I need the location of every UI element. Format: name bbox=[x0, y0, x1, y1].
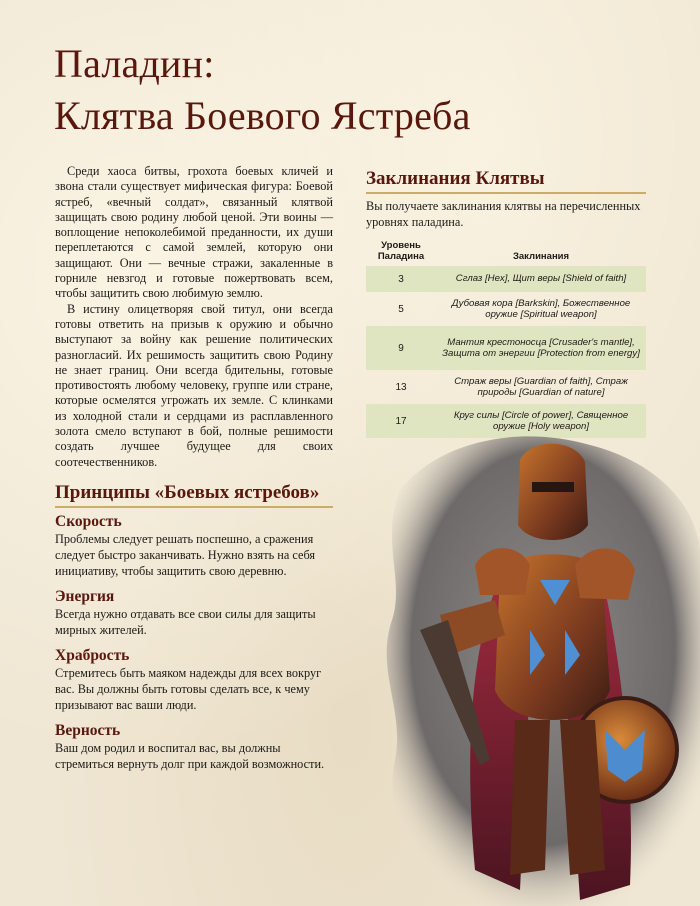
row-level: 17 bbox=[366, 404, 436, 438]
tenet-name: Верность bbox=[55, 721, 121, 739]
tenet-text: Проблемы следует решать поспешно, а сражения следует быстро заканчивать. Нужно взять на себя инициативу, чтобы защитить свою деревню. bbox=[55, 531, 316, 578]
col-header-spells: Заклинания bbox=[512, 251, 570, 262]
tenet-text: Всегда нужно отдавать все свои силы для защиты мирных жителей. bbox=[55, 606, 316, 637]
right-column bbox=[366, 168, 646, 438]
title-line-1: Паладин: bbox=[54, 41, 215, 86]
tenet-name: Храбрость bbox=[55, 646, 130, 664]
page-title bbox=[54, 38, 471, 142]
section-rule bbox=[55, 506, 333, 508]
row-level: 13 bbox=[395, 381, 407, 393]
paladin-illustration bbox=[380, 430, 700, 906]
tenet-text: Ваш дом родил и воспитал вас, вы должны стремиться вернуть долг при каждой возможности. bbox=[55, 740, 325, 771]
row-spells: Мантия крестоносца [Crusader's mantle], Защита от энергии [Protection from energy] bbox=[436, 326, 646, 370]
tenets-heading: Принципы «Боевых ястребов» bbox=[55, 481, 320, 503]
visor bbox=[532, 482, 574, 492]
table-row bbox=[366, 370, 646, 404]
section-rule bbox=[366, 192, 646, 194]
intro-paragraph-1: Среди хаоса битвы, грохота боевых кличей и звона стали существует мифическая фигура: Боевой ястреб, «вечный солдат», связанный клятвой защищать свою родину любой ценой. Эти воины — воплощение непоколебимой преданности, их души переплетаются с самой землей, которую они защищают. Они — вечные стражи, закаленные в горниле невзгод и готовые пожертвовать всем, чтобы защитить свою любимую землю. bbox=[55, 164, 333, 301]
title-line-2: Клятва Боевого Ястреба bbox=[54, 93, 471, 138]
oath-spells-heading: Заклинания Клятвы bbox=[366, 168, 545, 189]
row-level: 5 bbox=[398, 303, 404, 315]
row-spells: Круг силы [Circle of power], Священное оружие [Holy weapon] bbox=[436, 404, 646, 438]
tenet-name: Скорость bbox=[55, 512, 122, 530]
table-row bbox=[366, 266, 646, 292]
row-spells: Сглаз [Hex], Щит веры [Shield of faith] bbox=[436, 266, 646, 292]
col-header-level: Уровень Паладина bbox=[377, 240, 425, 262]
table-row bbox=[366, 326, 646, 370]
oath-spells-table bbox=[366, 238, 646, 438]
left-column bbox=[55, 164, 333, 772]
row-spells: Страж веры [Guardian of faith], Страж природы [Guardian of nature] bbox=[454, 375, 628, 398]
row-level: 3 bbox=[366, 266, 436, 292]
tenet-text: Стремитесь быть маяком надежды для всех вокруг вас. Вы должны быть готовы сделать все, к чему призывают вас ваши люди. bbox=[55, 665, 322, 712]
row-level: 9 bbox=[366, 326, 436, 370]
row-spells: Дубовая кора [Barkskin], Божественное оружие [Spiritual weapon] bbox=[451, 297, 631, 320]
tenet-name: Энергия bbox=[55, 587, 115, 605]
table-row bbox=[366, 292, 646, 326]
intro-paragraph-2: В истину олицетворяя свой титул, они всегда готовы ответить на призыв к оружию и обычно выступают за войну как решение политических разногласий. Их решимость защитить свою Родину не знает границ. Они всегда бдительны, готовые противостоять любому человеку, группе или стране, которые осмелятся угрожать их земле. С клинками из холодной стали и сердцами из расплавленного золота смело вступают в бой, полные решимости создать лучшее будущее для своих соотечественников. bbox=[55, 301, 333, 469]
oath-spells-intro: Вы получаете заклинания клятвы на перечисленных уровнях паладина. bbox=[366, 199, 641, 229]
